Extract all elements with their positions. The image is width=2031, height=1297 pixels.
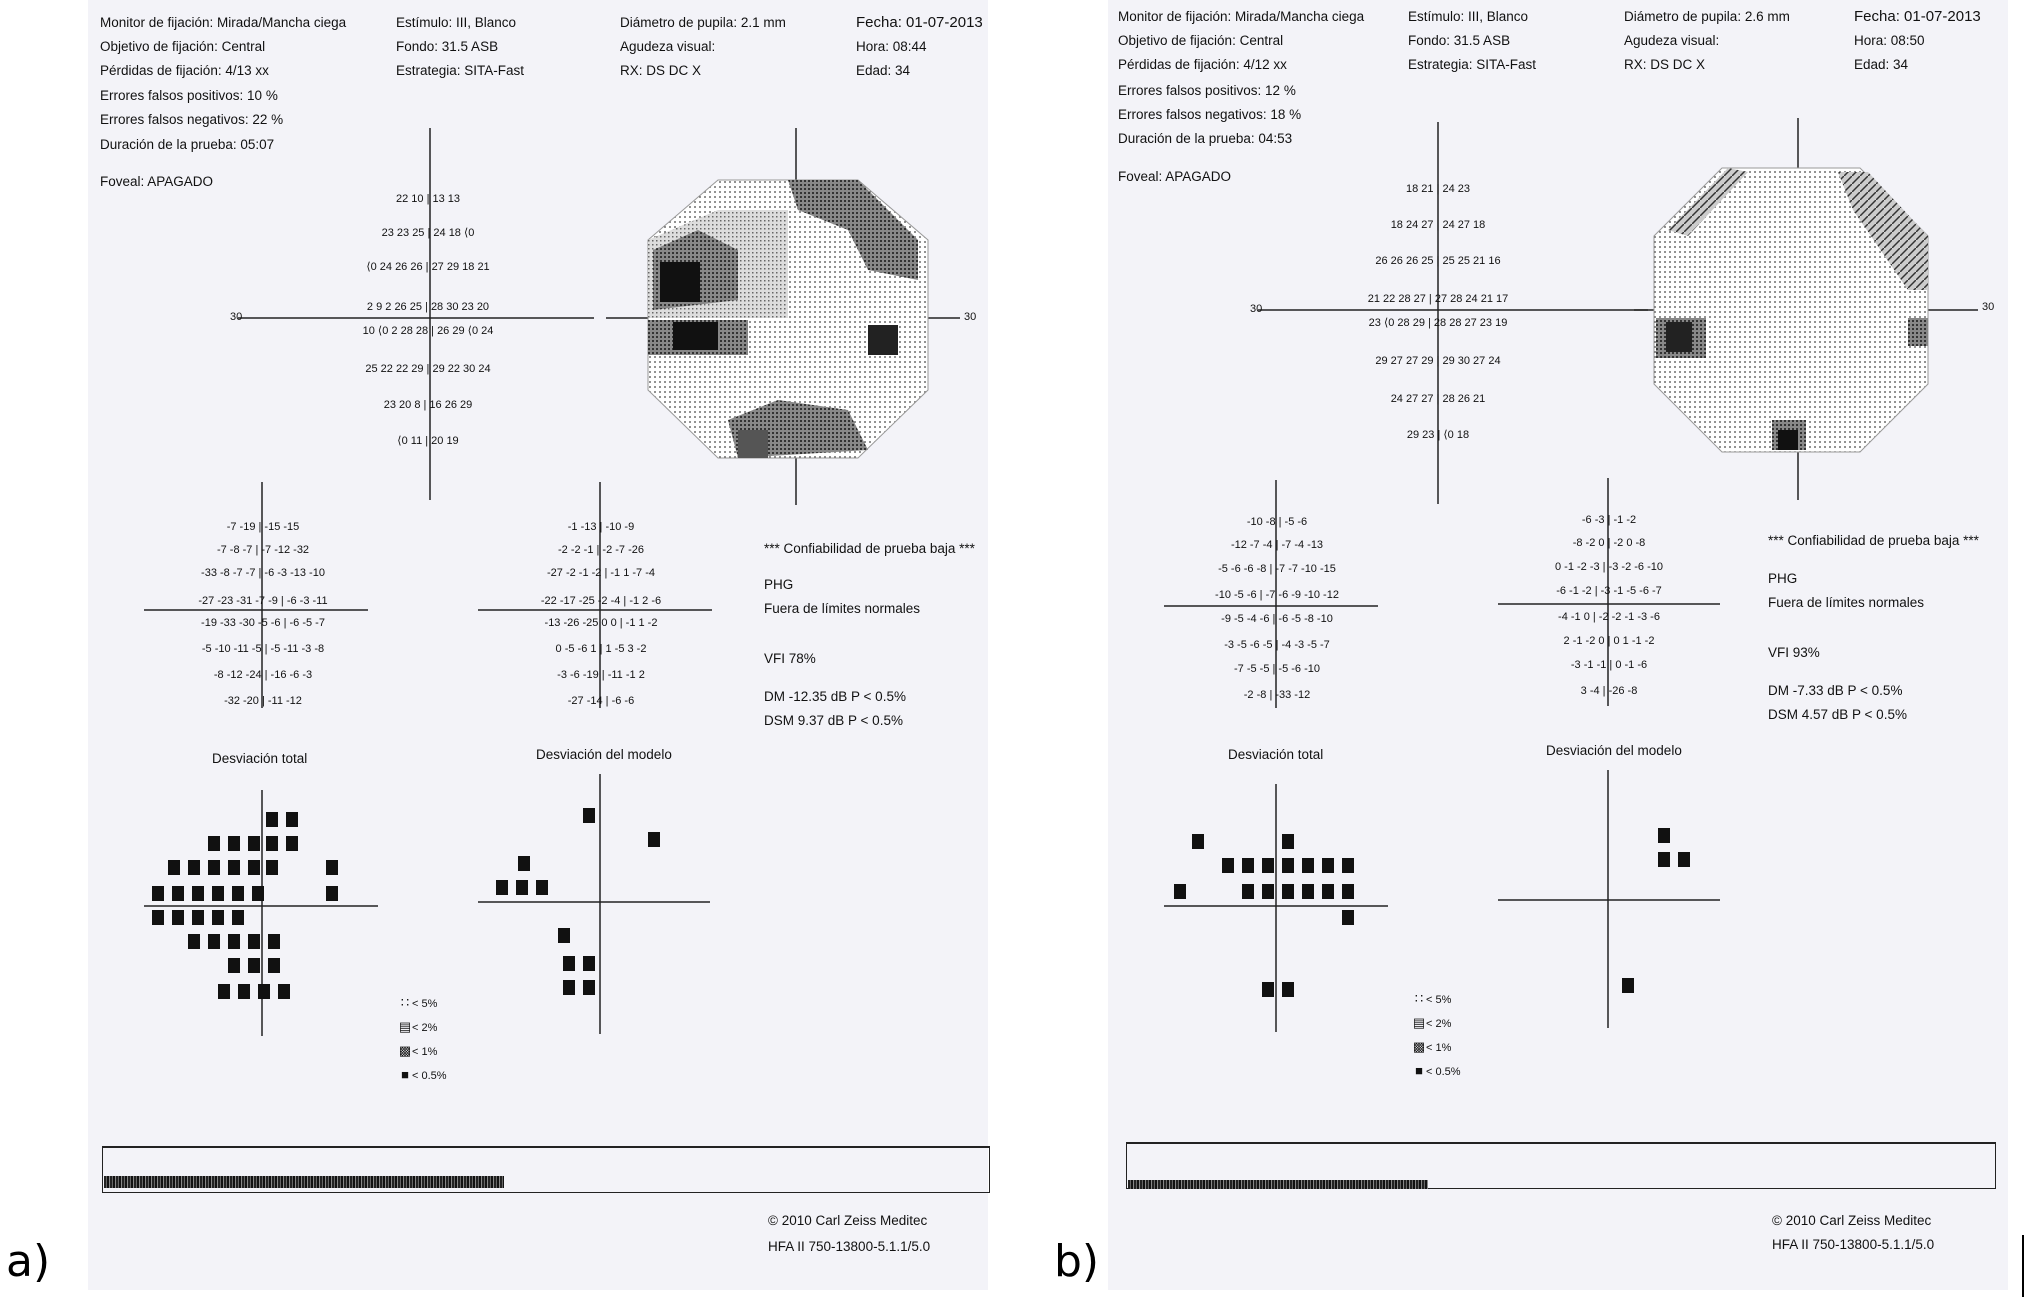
fixation-monitor: Monitor de fijación: Mirada/Mancha ciega (100, 15, 347, 30)
total-dev-row-5: -19 -33 -30 -5 -6 | -6 -5 -7 (201, 617, 325, 629)
pattern-dev-row-2: -2 -2 -1 | -2 -7 -26 (558, 544, 644, 556)
legend-2-label: < 2% (1426, 1018, 1452, 1030)
visual-acuity: Agudeza visual: (1624, 33, 1720, 48)
false-negatives: Errores falsos negativos: 18 % (1118, 107, 1302, 122)
foveal: Foveal: APAGADO (100, 174, 214, 189)
p05-symbol-icon: ■ (1415, 1063, 1423, 1078)
fixation-losses: Pérdidas de fijación: 4/13 xx (100, 63, 269, 78)
pattern-dev-row-1: -1 -13 | -10 -9 (567, 521, 635, 533)
legend-1-label: < 1% (412, 1046, 438, 1058)
stimulus: Estímulo: III, Blanco (396, 15, 517, 30)
legend-5 (1412, 992, 1451, 1006)
axis-label-right: 30 (1982, 301, 1995, 313)
pattern-dev-row-7: -3 -6 -19 | -11 -1 2 (557, 669, 645, 681)
phg-result: Fuera de límites normales (764, 601, 921, 616)
threshold-row-8: ⟨0 11 | 20 19 (397, 435, 459, 447)
pattern-dev-row-1: -6 -3 | -1 -2 (1581, 514, 1637, 526)
p5-symbol-icon: ∷ (400, 995, 410, 1010)
legend-2 (1412, 1016, 1451, 1030)
threshold-row-7: 23 20 8 | 16 26 29 (383, 399, 473, 411)
background: Fondo: 31.5 ASB (396, 39, 499, 54)
threshold-row-1: 18 21 | 24 23 (1405, 183, 1471, 195)
legend-05-label: < 0.5% (1426, 1066, 1461, 1078)
copyright: © 2010 Carl Zeiss Meditec (768, 1213, 928, 1228)
pattern-dev-title: Desviación del modelo (536, 747, 672, 762)
legend-1-label: < 1% (1426, 1042, 1452, 1054)
legend-05 (1412, 1064, 1461, 1078)
pattern-dev-row-3: 0 -1 -2 -3 | -3 -2 -6 -10 (1554, 561, 1663, 573)
panel-label-b: b) (1054, 1236, 1100, 1287)
total-dev-row-2: -7 -8 -7 | -7 -12 -32 (216, 544, 310, 556)
rx: RX: DS DC X (620, 63, 702, 78)
pattern-dev-row-5: -13 -26 -25 0 0 | -1 1 -2 (544, 617, 658, 629)
fixation-losses: Pérdidas de fijación: 4/12 xx (1118, 57, 1287, 72)
legend-5-label: < 5% (1426, 994, 1452, 1006)
total-dev-row-5: -9 -5 -4 -6 | -6 -5 -8 -10 (1221, 613, 1333, 625)
p2-symbol-icon: ▤ (1412, 1015, 1426, 1030)
background: Fondo: 31.5 ASB (1408, 33, 1511, 48)
threshold-row-4: 21 22 28 27 | 27 28 24 21 17 (1367, 293, 1509, 305)
pattern-dev-row-8: 3 -4 | -26 -8 (1580, 685, 1638, 697)
total-dev-row-6: -3 -5 -6 -5 | -4 -3 -5 -7 (1224, 639, 1330, 651)
vfi-value: VFI 93% (1768, 645, 1820, 660)
gaze-tracker-histogram (1128, 1180, 1428, 1189)
patient-age: Edad: 34 (1854, 57, 1909, 72)
legend-2-label: < 2% (412, 1022, 438, 1034)
pattern-dev-row-2: -8 -2 0 | -2 0 -8 (1572, 537, 1646, 549)
fixation-target: Objetivo de fijación: Central (1118, 33, 1284, 48)
pupil-diameter: Diámetro de pupila: 2.6 mm (1624, 9, 1790, 24)
test-date: Fecha: 01-07-2013 (1854, 8, 1981, 25)
threshold-row-6: 25 22 22 29 | 29 22 30 24 (365, 363, 491, 375)
threshold-row-7: 24 27 27 | 28 26 21 (1390, 393, 1486, 405)
threshold-row-2: 18 24 27 | 24 27 18 (1390, 219, 1486, 231)
false-positives: Errores falsos positivos: 10 % (100, 88, 278, 103)
fixation-target: Objetivo de fijación: Central (100, 39, 266, 54)
gaze-tracker-histogram (104, 1176, 504, 1188)
total-dev-row-8: -2 -8 | -33 -12 (1243, 689, 1311, 701)
total-dev-row-3: -33 -8 -7 -7 | -6 -3 -13 -10 (201, 567, 325, 579)
pattern-dev-row-5: -4 -1 0 | -2 -2 -1 -3 -6 (1558, 611, 1660, 623)
axis-label-left: 30 (1250, 303, 1263, 315)
legend-5 (398, 996, 437, 1010)
threshold-row-2: 23 23 25 | 24 18 ⟨0 (381, 227, 475, 239)
legend-1 (1412, 1040, 1451, 1054)
strategy: Estrategia: SITA-Fast (396, 63, 525, 78)
pattern-dev-row-3: -27 -2 -1 -2 | -1 1 -7 -4 (546, 567, 655, 579)
total-dev-row-1: -10 -8 | -5 -6 (1246, 516, 1308, 528)
panel-label-a: a) (6, 1236, 51, 1287)
p2-symbol-icon: ▤ (398, 1019, 412, 1034)
false-negatives: Errores falsos negativos: 22 % (100, 112, 284, 127)
test-duration: Duración de la prueba: 05:07 (100, 137, 275, 152)
threshold-row-4: 2 9 2 26 25 | 28 30 23 20 (366, 301, 490, 313)
phg-label: PHG (1768, 571, 1798, 586)
foveal: Foveal: APAGADO (1118, 169, 1232, 184)
edge-mark (2022, 1235, 2024, 1297)
total-dev-row-7: -7 -5 -5 | -5 -6 -10 (1234, 663, 1320, 675)
device-model: HFA II 750-13800-5.1.1/5.0 (1772, 1237, 1935, 1252)
test-time: Hora: 08:50 (1854, 33, 1925, 48)
pattern-dev-row-7: -3 -1 -1 | 0 -1 -6 (1570, 659, 1648, 671)
total-dev-title: Desviación total (1228, 747, 1324, 762)
pattern-dev-row-8: -27 -14 | -6 -6 (567, 695, 635, 707)
legend-05 (398, 1068, 447, 1082)
psd-value: DSM 4.57 dB P < 0.5% (1768, 707, 1907, 722)
total-dev-title: Desviación total (212, 751, 308, 766)
test-duration: Duración de la prueba: 04:53 (1118, 131, 1293, 146)
phg-result: Fuera de límites normales (1768, 595, 1925, 610)
axis-label-right: 30 (964, 311, 977, 323)
p1-symbol-icon: ▩ (398, 1043, 412, 1058)
threshold-row-3: 26 26 26 25 | 25 25 21 16 (1375, 255, 1501, 267)
pattern-dev-row-6: 2 -1 -2 0 | 0 1 -1 -2 (1563, 635, 1655, 647)
total-dev-row-4: -10 -5 -6 | -7 -6 -9 -10 -12 (1215, 589, 1339, 601)
threshold-row-8: 29 23 | ⟨0 18 (1406, 429, 1470, 441)
p05-symbol-icon: ■ (401, 1067, 409, 1082)
strategy: Estrategia: SITA-Fast (1408, 57, 1537, 72)
visual-acuity: Agudeza visual: (620, 39, 716, 54)
total-dev-row-4: -27 -23 -31 -7 -9 | -6 -3 -11 (198, 595, 328, 607)
md-value: DM -7.33 dB P < 0.5% (1768, 683, 1903, 698)
legend-05-label: < 0.5% (412, 1070, 447, 1082)
total-dev-row-2: -12 -7 -4 | -7 -4 -13 (1230, 539, 1324, 551)
copyright: © 2010 Carl Zeiss Meditec (1772, 1213, 1932, 1228)
reliability-warning: *** Confiabilidad de prueba baja *** (764, 541, 975, 556)
legend-1 (398, 1044, 437, 1058)
legend-2 (398, 1020, 437, 1034)
false-positives: Errores falsos positivos: 12 % (1118, 83, 1296, 98)
probability-symbols-a (88, 0, 988, 1290)
threshold-row-5: 10 ⟨0 2 28 28 | 26 29 ⟨0 24 (362, 325, 494, 337)
pattern-dev-title: Desviación del modelo (1546, 743, 1682, 758)
threshold-row-3: ⟨0 24 26 26 | 27 29 18 21 (366, 261, 490, 273)
reliability-warning: *** Confiabilidad de prueba baja *** (1768, 533, 1979, 548)
stimulus: Estímulo: III, Blanco (1408, 9, 1529, 24)
threshold-row-5: 23 ⟨0 28 29 | 28 28 27 23 19 (1368, 317, 1508, 329)
total-dev-row-1: -7 -19 | -15 -15 (226, 521, 300, 533)
p1-symbol-icon: ▩ (1412, 1039, 1426, 1054)
total-dev-row-7: -8 -12 -24 | -16 -6 -3 (213, 669, 313, 681)
fixation-monitor: Monitor de fijación: Mirada/Mancha ciega (1118, 9, 1365, 24)
total-dev-row-3: -5 -6 -6 -8 | -7 -7 -10 -15 (1218, 563, 1336, 575)
pattern-dev-row-6: 0 -5 -6 1 | 1 -5 3 -2 (555, 643, 647, 655)
report-sheet-a (88, 0, 988, 1290)
phg-label: PHG (764, 577, 794, 592)
test-date: Fecha: 01-07-2013 (856, 14, 983, 31)
report-sheet-b (1108, 0, 2008, 1290)
probability-symbols-b (1108, 0, 2008, 1290)
threshold-row-1: 22 10 | 13 13 (395, 193, 461, 205)
psd-value: DSM 9.37 dB P < 0.5% (764, 713, 903, 728)
md-value: DM -12.35 dB P < 0.5% (764, 689, 906, 704)
patient-age: Edad: 34 (856, 63, 911, 78)
legend-5-label: < 5% (412, 998, 438, 1010)
vfi-value: VFI 78% (764, 651, 816, 666)
test-time: Hora: 08:44 (856, 39, 927, 54)
total-dev-row-8: -32 -20 | -11 -12 (224, 695, 302, 707)
p5-symbol-icon: ∷ (1414, 991, 1424, 1006)
pupil-diameter: Diámetro de pupila: 2.1 mm (620, 15, 786, 30)
rx: RX: DS DC X (1624, 57, 1706, 72)
total-dev-row-6: -5 -10 -11 -5 | -5 -11 -3 -8 (201, 643, 325, 655)
device-model: HFA II 750-13800-5.1.1/5.0 (768, 1239, 931, 1254)
threshold-row-6: 29 27 27 29 | 29 30 27 24 (1375, 355, 1501, 367)
pattern-dev-row-4: -22 -17 -25 -2 -4 | -1 2 -6 (540, 595, 662, 607)
pattern-dev-row-4: -6 -1 -2 | -3 -1 -5 -6 -7 (1556, 585, 1662, 597)
axis-label-left: 30 (230, 311, 243, 323)
